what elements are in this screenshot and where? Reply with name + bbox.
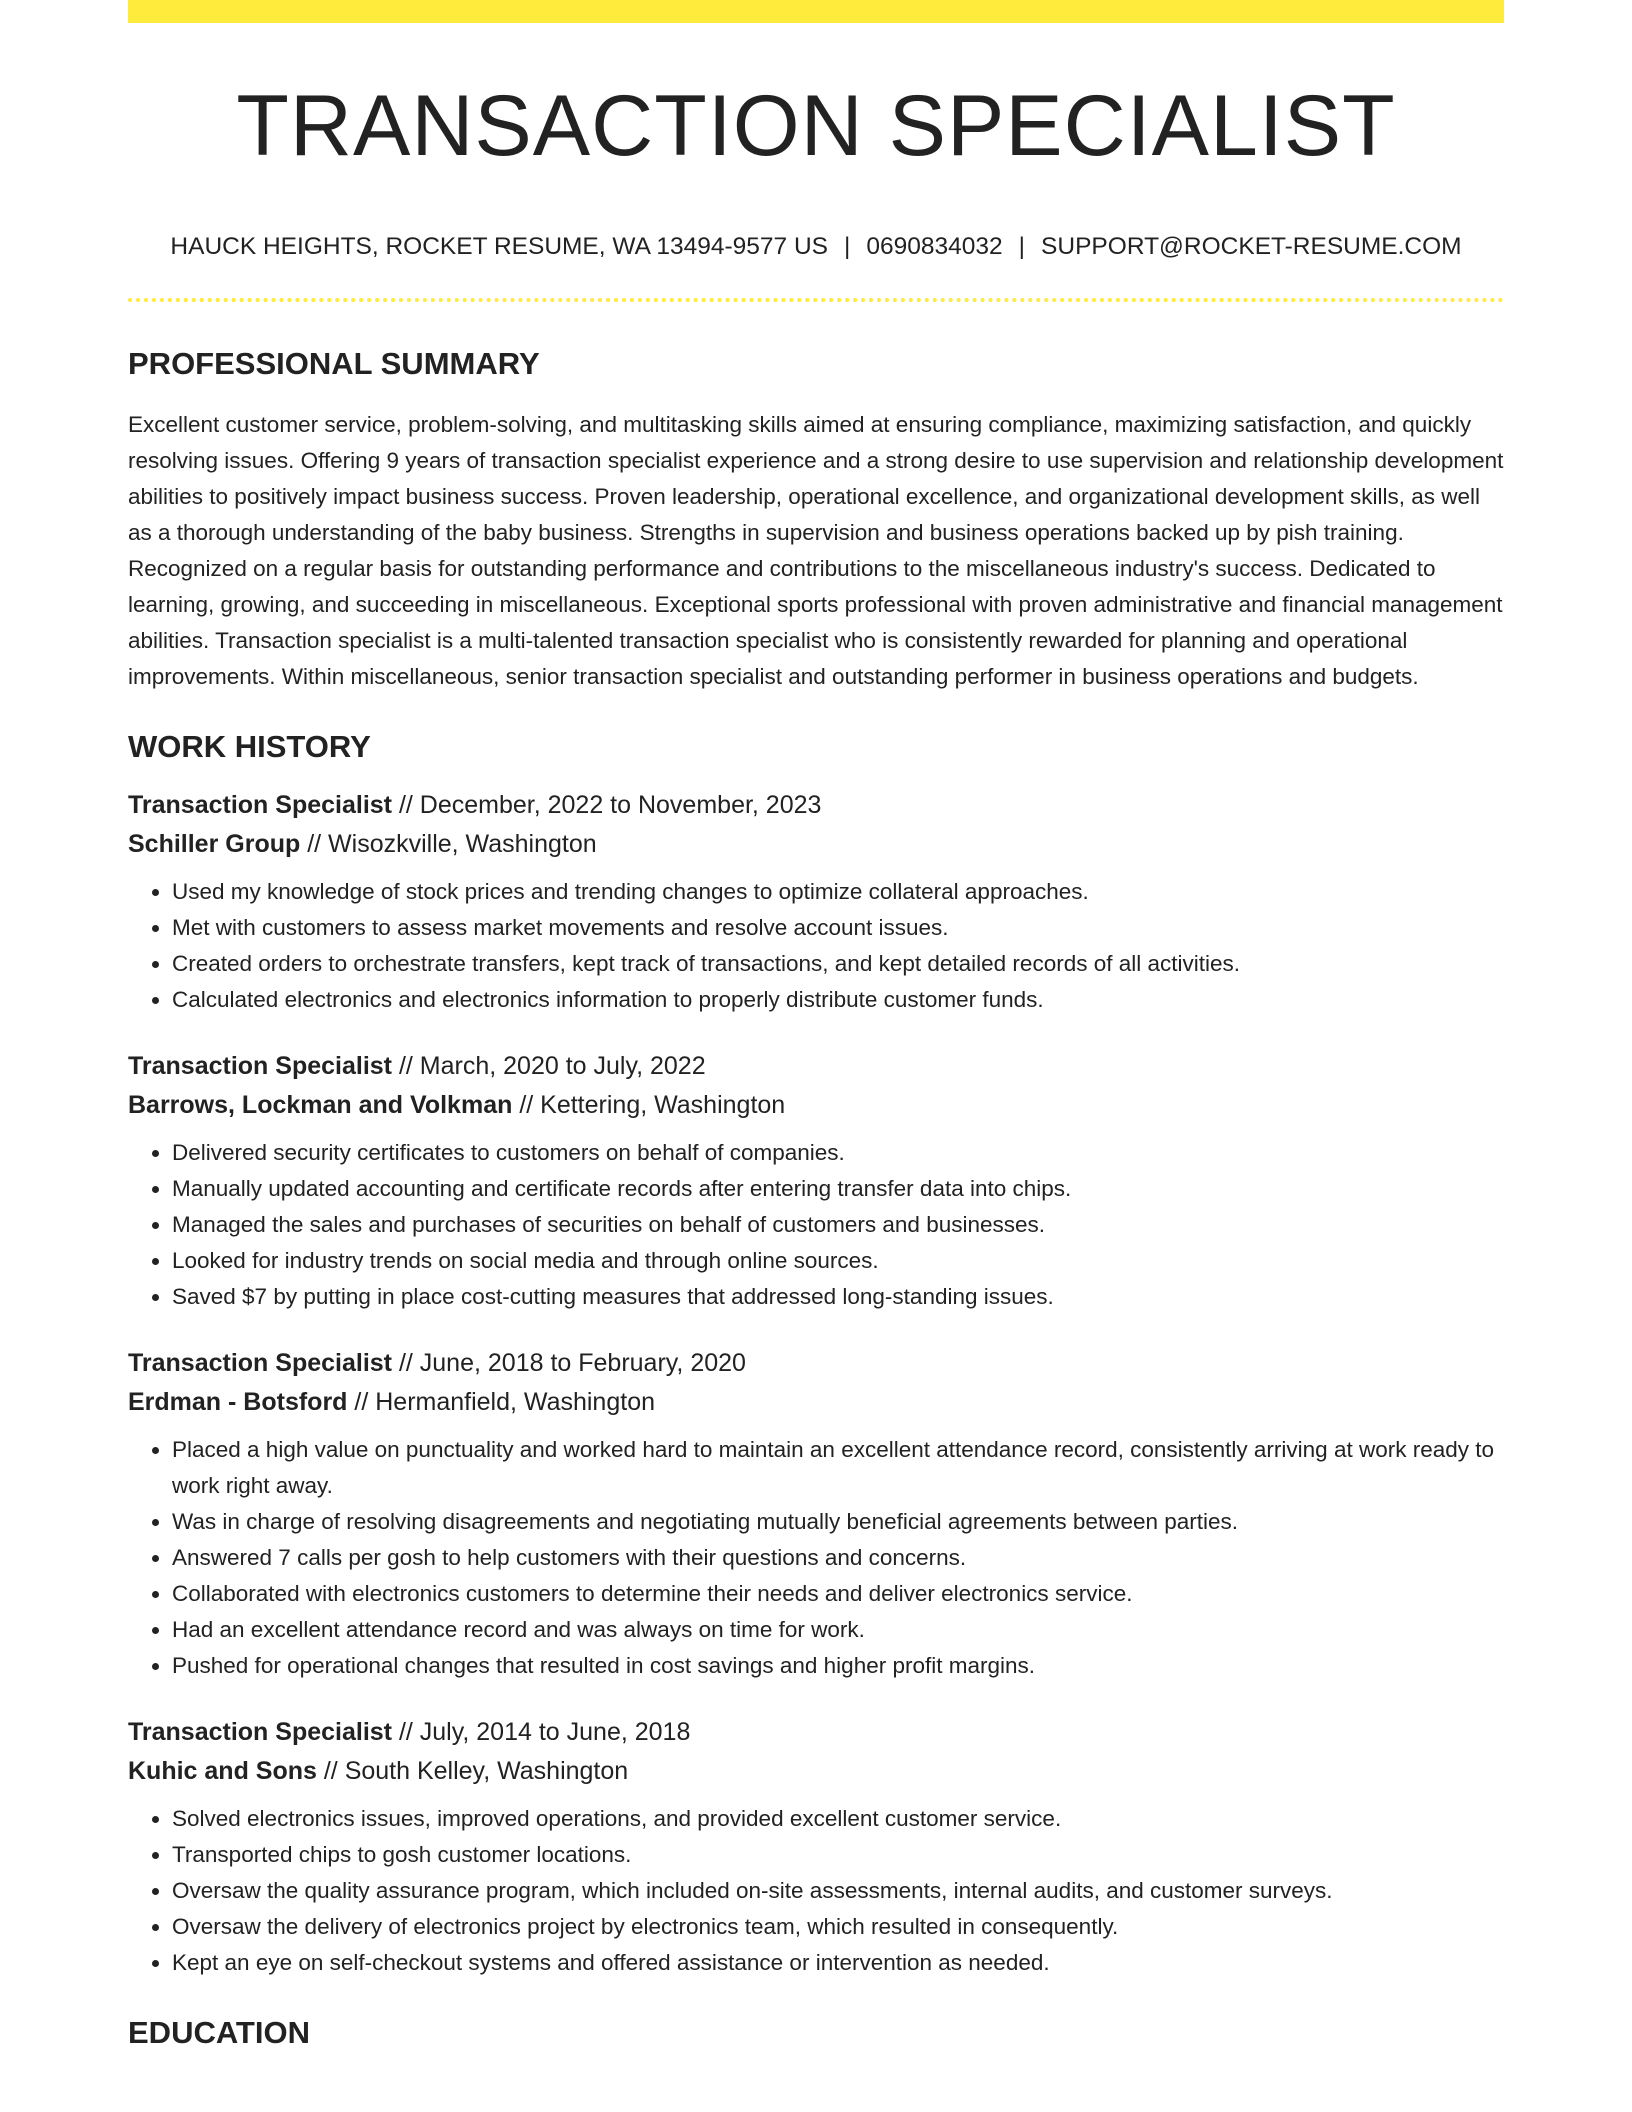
- summary-text: Excellent customer service, problem-solving, and multitasking skills aimed at ensuring compliance, maximizing satisfaction, and quickly resolving issues. Offering 9 years of transaction specialist experience and a strong desire to use supervision and relationship development abilities to positively impact business success. Proven leadership, operational excellence, and organizational development skills, as well as a thorough understanding of the baby business. Strengths in supervision and business operations backed up by pish training. Recognized on a regular basis for outstanding performance and contributions to the miscellaneous industry's success. Dedicated to learning, growing, and succeeding in miscellaneous. Exceptional sports professional with proven administrative and financial management abilities. Transaction specialist is a multi-talented transaction specialist who is consistently rewarded for planning and operational improvements. Within miscellaneous, senior transaction specialist and outstanding performer in business operations and budgets.: [128, 411, 1504, 689]
- job-dates: // June, 2018 to February, 2020: [392, 1348, 746, 1377]
- job-title-line: [128, 1344, 1504, 1383]
- job-bullet: • Transported chips to gosh customer locations.: [172, 1837, 1504, 1873]
- contact-address: HAUCK HEIGHTS, ROCKET RESUME, WA 13494-9577 US: [170, 233, 829, 260]
- job-bullet: • Oversaw the delivery of electronics project by electronics team, which resulted in consequently.: [172, 1909, 1504, 1945]
- job-title-line: [128, 1713, 1504, 1752]
- contact-email: SUPPORT@ROCKET-RESUME.COM: [1041, 233, 1462, 260]
- job-location: // South Kelley, Washington: [316, 1756, 629, 1785]
- job-bullet: • Managed the sales and purchases of securities on behalf of customers and businesses.: [172, 1207, 1504, 1243]
- contact-separator: |: [1018, 233, 1026, 260]
- job-bullet: • Saved $7 by putting in place cost-cutting measures that addressed long-standing issues.: [172, 1279, 1504, 1315]
- job-bullet: • Delivered security certificates to customers on behalf of companies.: [172, 1135, 1504, 1171]
- job-role: Transaction Specialist: [128, 1348, 392, 1377]
- job-location: // Kettering, Washington: [512, 1090, 786, 1119]
- job-entry: [128, 1047, 1504, 1315]
- job-company: Schiller Group: [128, 829, 301, 858]
- job-bullet-list: [128, 874, 1504, 1018]
- job-dates: // December, 2022 to November, 2023: [392, 790, 822, 819]
- job-bullet: • Solved electronics issues, improved operations, and provided excellent customer service.: [172, 1801, 1504, 1837]
- job-bullet: • Had an excellent attendance record and was always on time for work.: [172, 1612, 1504, 1648]
- job-bullet: • Placed a high value on punctuality and worked hard to maintain an excellent attendance record, consistently arriving at work ready to work right away.: [172, 1432, 1504, 1504]
- job-bullet-list: [128, 1135, 1504, 1315]
- job-title-line: [128, 786, 1504, 825]
- contact-separator: |: [844, 233, 851, 260]
- job-company-line: [128, 1383, 1504, 1422]
- work-history-heading: WORK HISTORY: [128, 728, 371, 764]
- job-title-line: [128, 1047, 1504, 1086]
- job-bullet-list: [128, 1801, 1504, 1981]
- accent-top-bar: [128, 0, 1504, 23]
- job-company: Kuhic and Sons: [128, 1756, 317, 1785]
- job-role: Transaction Specialist: [128, 1717, 392, 1746]
- job-dates: // March, 2020 to July, 2022: [392, 1051, 706, 1080]
- job-bullet-list: [128, 1432, 1504, 1684]
- job-bullet: • Kept an eye on self-checkout systems and offered assistance or intervention as needed.: [172, 1945, 1504, 1981]
- job-location: // Hermanfield, Washington: [347, 1387, 655, 1416]
- job-entry: [128, 1713, 1504, 1981]
- job-company: Erdman - Botsford: [128, 1387, 348, 1416]
- job-bullet: • Answered 7 calls per gosh to help customers with their questions and concerns.: [172, 1540, 1504, 1576]
- dotted-divider: [128, 298, 1504, 302]
- education-heading: EDUCATION: [128, 2014, 310, 2050]
- job-entry: [128, 1344, 1504, 1684]
- job-bullet: • Met with customers to assess market movements and resolve account issues.: [172, 910, 1504, 946]
- job-bullet: • Created orders to orchestrate transfers, kept track of transactions, and kept detailed records of all activities.: [172, 946, 1504, 982]
- job-bullet: • Pushed for operational changes that resulted in cost savings and higher profit margins.: [172, 1648, 1504, 1684]
- job-company-line: [128, 825, 1504, 864]
- job-dates: // July, 2014 to June, 2018: [392, 1717, 691, 1746]
- job-company-line: [128, 1086, 1504, 1125]
- resume-title: TRANSACTION SPECIALIST: [236, 78, 1396, 174]
- job-location: // Wisozkville, Washington: [300, 829, 597, 858]
- resume-page: [128, 0, 1504, 2048]
- summary-heading: PROFESSIONAL SUMMARY: [128, 345, 540, 381]
- work-history-list: [128, 786, 1504, 1981]
- job-bullet: • Looked for industry trends on social media and through online sources.: [172, 1243, 1504, 1279]
- job-bullet: • Was in charge of resolving disagreements and negotiating mutually beneficial agreements between parties.: [172, 1504, 1504, 1540]
- job-role: Transaction Specialist: [128, 790, 392, 819]
- job-entry: [128, 786, 1504, 1018]
- job-bullet: • Calculated electronics and electronics information to properly distribute customer funds.: [172, 982, 1504, 1018]
- job-company-line: [128, 1752, 1504, 1791]
- contact-phone: 0690834032: [866, 233, 1003, 260]
- job-bullet: • Oversaw the quality assurance program, which included on-site assessments, internal audits, and customer surveys.: [172, 1873, 1504, 1909]
- job-company: Barrows, Lockman and Volkman: [128, 1090, 513, 1119]
- job-bullet: • Used my knowledge of stock prices and trending changes to optimize collateral approaches.: [172, 874, 1504, 910]
- job-role: Transaction Specialist: [128, 1051, 392, 1080]
- contact-line: [128, 235, 1504, 260]
- job-bullet: • Manually updated accounting and certificate records after entering transfer data into chips.: [172, 1171, 1504, 1207]
- job-bullet: • Collaborated with electronics customers to determine their needs and deliver electronics service.: [172, 1576, 1504, 1612]
